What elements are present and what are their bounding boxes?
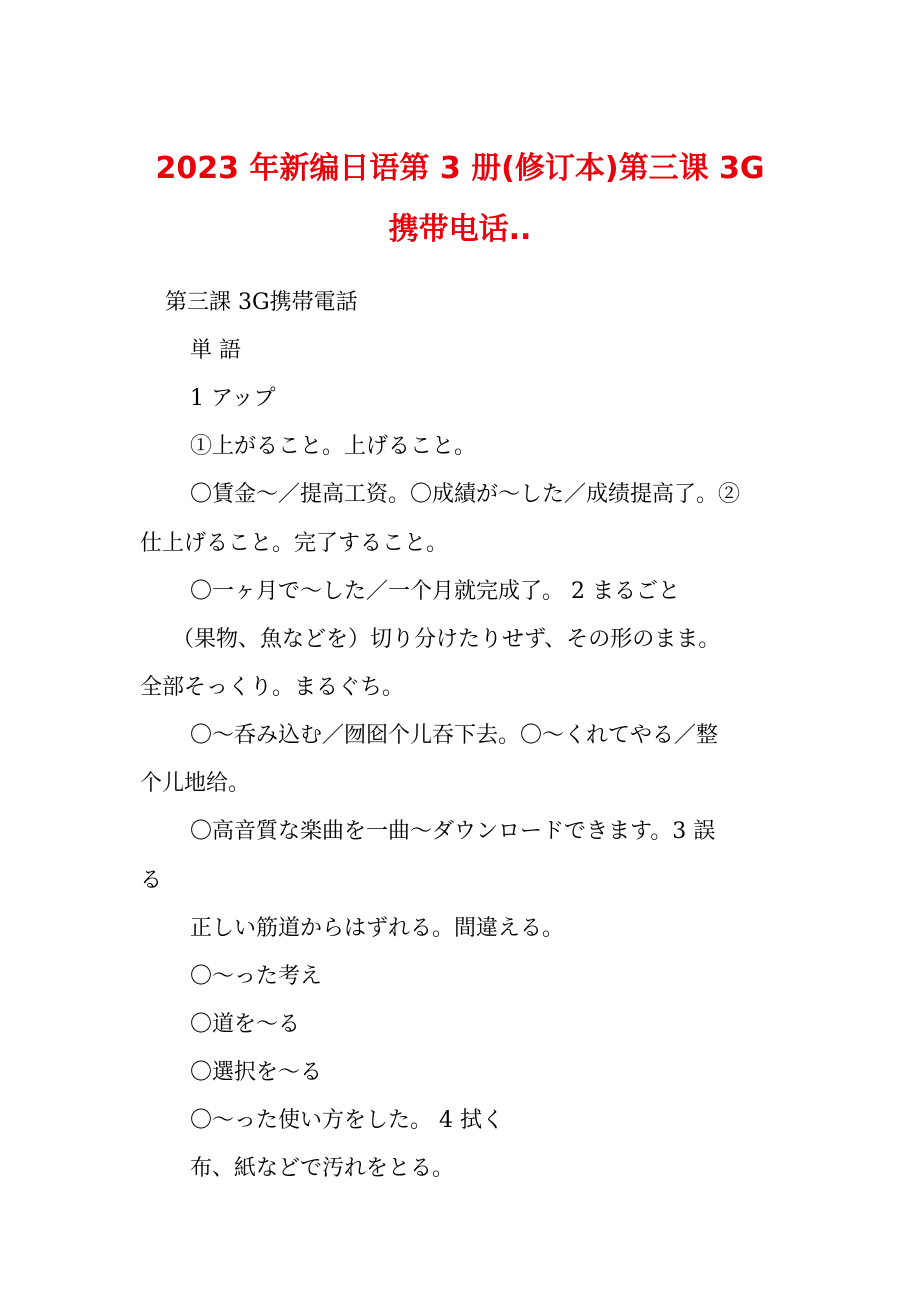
definition-line: 正しい筋道からはずれる。間違える。: [190, 916, 565, 941]
example-line: 〇一ヶ月で～した／一个月就完成了。 2 まるごと: [190, 579, 680, 604]
vocabulary-heading: 単 語: [190, 338, 241, 363]
example-line: 〇～った使い方をした。 4 拭く: [190, 1108, 504, 1133]
example-line: 〇賃金～／提高工资。〇成績が～した／成绩提高了。②: [190, 482, 741, 507]
example-line: 〇高音質な楽曲を一曲～ダウンロードできます。3 誤: [190, 819, 716, 844]
example-line: 〇～呑み込む／囫囵个儿吞下去。〇～くれてやる／整: [190, 723, 719, 748]
example-line: 〇道を～る: [190, 1012, 301, 1037]
vocab-entry-3-tail: る: [140, 868, 163, 893]
example-line: 〇選択を～る: [190, 1060, 323, 1085]
definition-line: ①上がること。上げること。: [190, 434, 477, 459]
vocab-entry-1: 1 アップ: [190, 386, 276, 411]
definition-line: 仕上げること。完了すること。: [140, 531, 449, 556]
definition-line: （果物、魚などを）切り分けたりせず、その形のまま。: [172, 627, 721, 652]
document-title-line-2: 携带电话..: [388, 212, 532, 247]
definition-line: 布、紙などで汚れをとる。: [190, 1156, 455, 1181]
document-title-line-1: 2023 年新编日语第 3 册(修订本)第三课 3G: [155, 151, 765, 186]
example-line: 〇～った考え: [190, 964, 323, 989]
lesson-heading: 第三課 3G携帯電話: [165, 290, 358, 315]
definition-line: 全部そっくり。まるぐち。: [140, 675, 405, 700]
example-line: 个儿地给。: [140, 771, 251, 796]
